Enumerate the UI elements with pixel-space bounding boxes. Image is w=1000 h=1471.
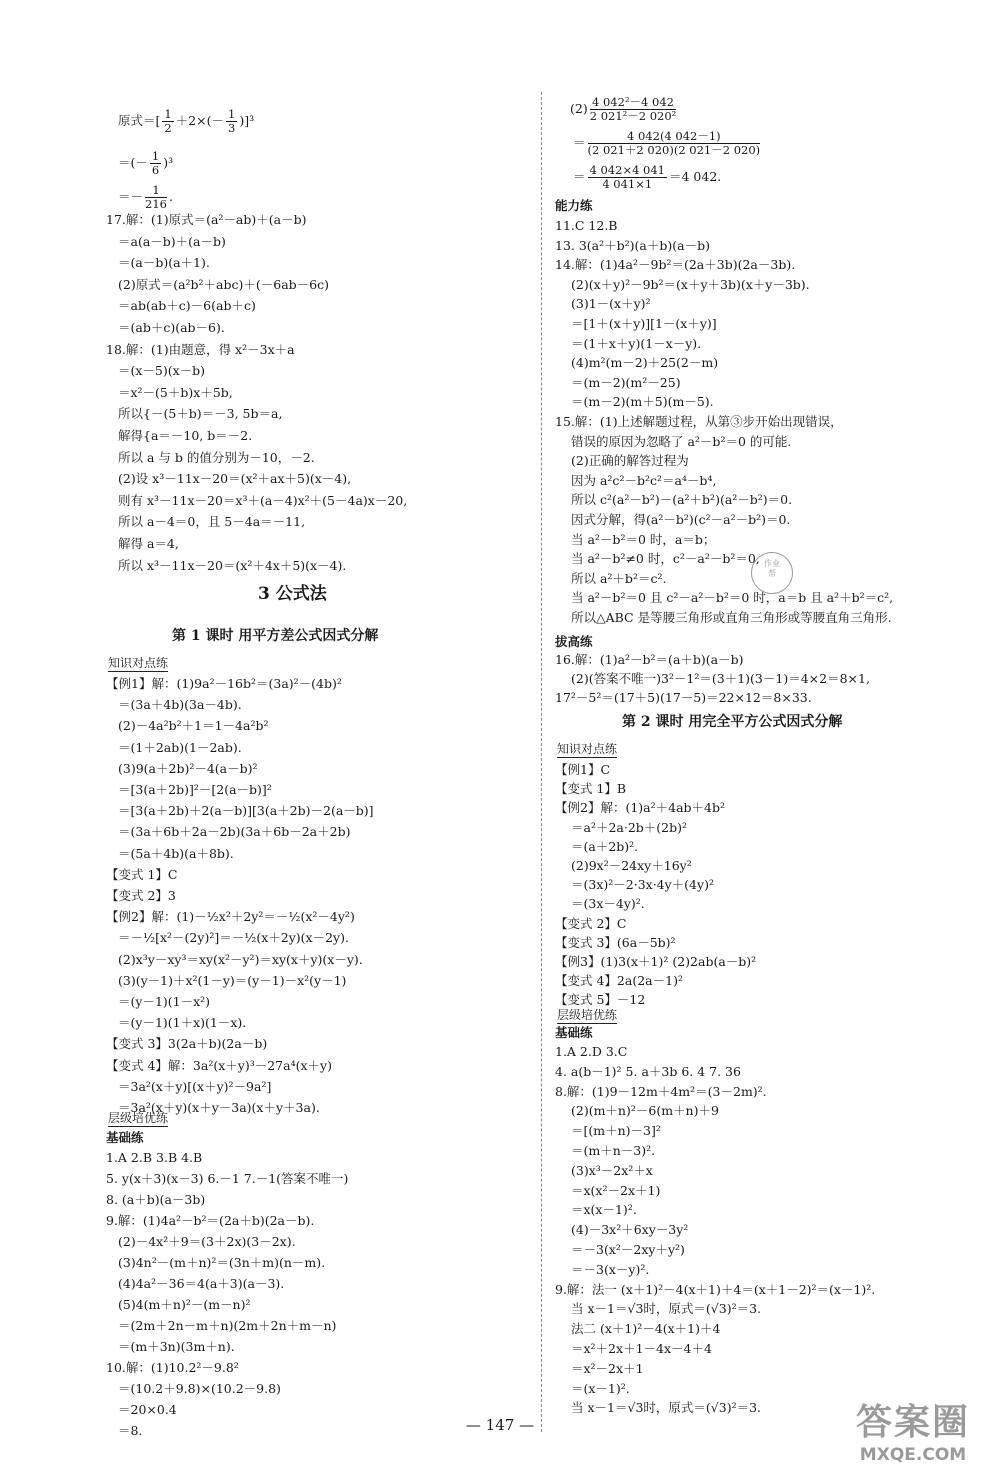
text-line: (4)－3x²＋6xy－3y² <box>571 1222 689 1238</box>
text-line: ＝(1＋x＋y)(1－x－y). <box>571 335 702 351</box>
text-line: ＝[3(a＋2b)＋2(a－b)][3(a＋2b)－2(a－b)] <box>118 803 374 819</box>
text-line: ＝－3(x－y)². <box>571 1261 650 1277</box>
text-line: (3)x³－2x²＋x <box>571 1162 653 1178</box>
text-line: 则有 x³－11x－20＝x³＋(a－4)x²＋(5－4a)x－20, <box>118 492 408 508</box>
section-label-basic: 基础练 <box>555 1025 593 1040</box>
text-line: ＝x²－2x＋1 <box>571 1360 644 1376</box>
text-line: 【变式 4】解：3a²(x＋y)³－27a⁴(x＋y) <box>106 1057 332 1073</box>
fraction: $\frac{4 042(4 042-1)}{(2 021+2 020)(2 021-2 020)}$ <box>587 129 761 157</box>
fraction: $\frac{1}{3}$ <box>228 107 236 135</box>
text-line: ＝(2m＋2n－m＋n)(2m＋2n＋m－n) <box>118 1318 337 1333</box>
text-line: 18.解：(1)由题意，得 x²－3x＋a <box>106 341 295 357</box>
fraction: $\frac{4 042\times 4 041}{4 041\times 1}$ <box>589 163 665 191</box>
stamp-seal: 作业 帮 <box>751 552 793 594</box>
text-line: 【变式 4】2a(2a－1)² <box>555 973 683 989</box>
text-line: ＝x²－(5＋b)x＋5b, <box>118 384 233 400</box>
formula-line: ＝－ $\frac{1}{216}$ . <box>118 183 173 211</box>
text-line: (3)(y－1)＋x²(1－y)＝(y－1)－x²(y－1) <box>118 972 347 988</box>
text-line: ＝[(m＋n)－3]² <box>571 1123 661 1139</box>
text-line: 所以 a 与 b 的值分别为－10，－2. <box>118 449 315 465</box>
lesson-title: 第 2 课时 用完全平方公式因式分解 <box>622 714 843 730</box>
text-line: (2)正确的解答过程为 <box>571 453 689 469</box>
text-line: 14.解：(1)4a²－9b²＝(2a＋3b)(2a－3b). <box>555 257 796 273</box>
section-label-ability: 能力练 <box>555 198 593 213</box>
text-line: ＝a(a－b)＋(a－b) <box>118 233 226 249</box>
text-line: 9.解：法一 (x＋1)²－4(x＋1)＋4＝(x＋1－2)²＝(x－1)². <box>555 1281 876 1297</box>
section-label-knowledge: 知识对点练 <box>108 656 169 670</box>
text-line: 【变式 3】3(2a＋b)(2a－b) <box>106 1036 268 1052</box>
text-line: ＝(a－b)(a＋1). <box>118 255 210 271</box>
text-line: ＝(x－1)². <box>571 1380 630 1396</box>
text-line: 10.解：(1)10.2²－9.8² <box>106 1360 239 1375</box>
text-line: 11.C 12.B <box>555 218 618 233</box>
formula-line: (2) $\frac{\text{4 042²－4 042}}{\text{2 021²－2 020²}}$ <box>570 95 677 123</box>
text-line: 因为 a²c²－b²c²＝a⁴－b⁴, <box>571 472 717 488</box>
section-label-knowledge: 知识对点练 <box>557 742 618 756</box>
text-line: 15.解：(1)上述解题过程，从第③步开始出现错误， <box>555 414 843 429</box>
text-line: 【变式 5】－12 <box>555 992 646 1008</box>
text-line: ＝(5a＋4b)(a＋8b). <box>118 845 234 861</box>
text-line: 解得{a＝－10, b＝－2. <box>118 428 253 443</box>
formula-line: ＝(－ $\frac{1}{6}$ )³ <box>118 149 174 177</box>
text-line: ＝(3a＋6b＋2a－2b)(3a＋6b－2a＋2b) <box>118 824 351 840</box>
text-line: 所以{－(5＋b)＝－3, 5b＝a, <box>118 406 283 422</box>
section-title: 3 公式法 <box>258 584 327 604</box>
text-line: 当 a²－b²＝0 且 c²－a²－b²＝0 时，a＝b 且 a²＋b²＝c², <box>571 590 894 606</box>
text-line: (2)－4x²＋9＝(3＋2x)(3－2x). <box>118 1234 296 1249</box>
text-line: 所以 a－4＝0，且 5－4a＝－11, <box>118 514 306 530</box>
text-line: 9.解：(1)4a²－b²＝(2a＋b)(2a－b). <box>106 1213 315 1228</box>
text-line: (2)(m＋n)²－6(m＋n)＋9 <box>571 1103 719 1119</box>
page-number: — 147 — <box>465 1416 535 1434</box>
watermark-title: 答案圈 <box>855 1402 970 1443</box>
section-label-advanced: 拔高练 <box>555 634 593 649</box>
text-line: ＝(3x－4y)². <box>571 896 645 912</box>
text-line: 13. 3(a²＋b²)(a＋b)(a－b) <box>555 237 710 253</box>
text-line: (2)－4a²b²＋1＝1－4a²b² <box>118 718 269 734</box>
text-line: ＝(m＋3n)(3m＋n). <box>118 1339 235 1354</box>
watermark-logo <box>838 1394 988 1465</box>
watermark-url: MXQE.COM <box>859 1445 967 1465</box>
section-label-layered: 层级培优练 <box>108 1111 169 1125</box>
text-line: ＝(3x)²－2·3x·4y＋(4y)² <box>571 877 714 893</box>
text-line: (3)4n²－(m＋n)²＝(3n＋m)(n－m). <box>118 1255 326 1270</box>
text-line: 当 a²－b²≠0 时，c²－a²－b²＝0, <box>571 551 760 567</box>
text-line: 当 a²－b²＝0 时，a＝b； <box>571 531 716 547</box>
column-divider <box>541 92 542 1432</box>
text-line: 【例1】C <box>555 762 611 777</box>
text-line: 所以 a²＋b²＝c². <box>571 570 667 586</box>
text-line: (3)9(a＋2b)²－4(a－b)² <box>118 760 258 776</box>
text-line: 【例2】解：(1)－½x²＋2y²＝－½(x²－4y²) <box>106 909 355 925</box>
text-line: 4. a(b－1)² 5. a＋3b 6. 4 7. 36 <box>555 1063 741 1079</box>
text-line: ＝(m－2)(m²－25) <box>571 374 681 390</box>
text-line: 解得 a＝4, <box>118 536 179 551</box>
text-line: (5)4(m＋n)²－(m－n)² <box>118 1297 251 1312</box>
text-line: 错误的原因为忽略了 a²－b²＝0 的可能. <box>571 433 792 449</box>
text-line: 【变式 2】C <box>555 915 627 931</box>
text-line: ＝20×0.4 <box>118 1402 177 1417</box>
text-line: 1.A 2.B 3.B 4.B <box>106 1150 203 1165</box>
text-line: 5. y(x＋3)(x－3) 6.－1 7.－1(答案不唯一) <box>106 1171 349 1186</box>
fraction: $\frac{1}{216}$ <box>145 183 167 211</box>
text-line: 所以 x³－11x－20＝(x²＋4x＋5)(x－4). <box>118 557 347 573</box>
text-line: 1.A 2.D 3.C <box>555 1044 628 1059</box>
text-line: ＝(10.2＋9.8)×(10.2－9.8) <box>118 1381 281 1396</box>
text-line: 所以 c²(a²－b²)－(a²＋b²)(a²－b²)＝0. <box>571 492 793 508</box>
text-line: ＝(1＋2ab)(1－2ab). <box>118 739 242 755</box>
text-line: ＝ab(ab＋c)－6(ab＋c) <box>118 298 256 314</box>
text-line: 当 x－1＝√3时，原式＝(√3)²＝3. <box>571 1400 762 1416</box>
text-line: 当 x－1＝√3时，原式＝(√3)²＝3. <box>571 1301 762 1317</box>
text-line: 16.解：(1)a²－b²＝(a＋b)(a－b) <box>555 652 744 667</box>
text-line: ＝3a²(x＋y)(x＋y－3a)(x＋y＋3a). <box>118 1100 320 1115</box>
text-line: ＝(m－2)(m＋5)(m－5). <box>571 394 714 410</box>
text-line: ＝[3(a＋2b)]²－[2(a－b)]² <box>118 782 272 797</box>
text-line: ＝(x－5)(x－b) <box>118 363 206 379</box>
text-line: ＝x(x²－2x＋1) <box>571 1182 661 1198</box>
text-line: 【例2】解：(1)a²＋4ab＋4b² <box>555 800 725 816</box>
text-line: ＝(3a＋4b)(3a－4b). <box>118 697 242 713</box>
text-line: (4)m²(m－2)＋25(2－m) <box>571 355 719 371</box>
fraction: $\frac{1}{6}$ <box>151 149 160 177</box>
text-line: 【例3】(1)3(x＋1)² (2)2ab(a－b)² <box>555 954 757 969</box>
text-line: (2)原式＝(a²b²＋abc)＋(－6ab－6c) <box>118 276 330 292</box>
text-line: ＝(a＋2b)². <box>571 838 639 854</box>
text-line: (2)9x²－24xy＋16y² <box>571 858 692 873</box>
text-line: (3)1－(x＋y)² <box>571 296 651 312</box>
formula-line: ＝ $\frac{4 042\times 4 041}{4 041\times 1}$ ＝4 042. <box>573 163 722 191</box>
fraction: $\frac{1}{2}$ <box>164 107 172 135</box>
text-line: ＝(ab＋c)(ab－6). <box>118 320 225 335</box>
text-line: ＝(m＋n－3)². <box>571 1143 656 1158</box>
formula-line: 原式＝[ $\frac{1}{2}$ ＋2×(－ $\frac{1}{3}$ )]³ <box>118 107 255 135</box>
text-line: ＝x²＋2x＋1－4x－4＋4 <box>571 1341 712 1356</box>
text-line: 【变式 1】B <box>555 781 627 797</box>
text-line: 【变式 3】(6a－5b)² <box>555 934 676 950</box>
text-line: 法二 (x＋1)²－4(x＋1)＋4 <box>571 1321 721 1337</box>
text-line: 17.解：(1)原式＝(a²－ab)＋(a－b) <box>106 212 307 227</box>
text-line: 【变式 2】3 <box>106 888 176 903</box>
text-line: ＝(y－1)(1－x²) <box>118 994 211 1009</box>
section-label-basic: 基础练 <box>106 1130 144 1145</box>
fraction: $\frac{\text{4 042²－4 042}}{\text{2 021²－2 020²}}$ <box>589 95 677 123</box>
text-line: 【例1】解：(1)9a²－16b²＝(3a)²－(4b)² <box>106 676 342 691</box>
text-line: ＝3a²(x＋y)[(x＋y)²－9a²] <box>118 1078 272 1094</box>
text-line: ＝x(x－1)². <box>571 1202 637 1218</box>
text-line: 因式分解，得(a²－b²)(c²－a²－b²)＝0. <box>571 512 791 527</box>
section-label-layered: 层级培优练 <box>557 1008 618 1022</box>
formula-line: ＝ $\frac{4 042(4 042-1)}{(2 021+2 020)(2 021-2 020)}$ <box>573 129 761 157</box>
text-line: 【变式 1】C <box>106 866 178 882</box>
text-line: ＝8. <box>118 1423 143 1438</box>
lesson-title: 第 1 课时 用平方差公式因式分解 <box>172 628 379 644</box>
text-line: (4)4a²－36＝4(a＋3)(a－3). <box>118 1276 285 1291</box>
text-line: ＝a²＋2a·2b＋(2b)² <box>571 819 688 835</box>
text-line: 所以△ABC 是等腰三角形或直角三角形或等腰直角三角形. <box>571 610 892 625</box>
text-line: 17²－5²＝(17＋5)(17－5)＝22×12＝8×33. <box>555 690 812 705</box>
text-line: ＝[1＋(x＋y)][1－(x＋y)] <box>571 316 717 331</box>
text-line: 8.解：(1)9－12m＋4m²＝(3－2m)². <box>555 1083 767 1099</box>
text-line: ＝(y－1)(1＋x)(1－x). <box>118 1015 247 1031</box>
text-line: (2)x³y－xy³＝xy(x²－y²)＝xy(x＋y)(x－y). <box>118 951 363 967</box>
text-line: (2)(答案不唯一)3²－1²＝(3＋1)(3－1)＝4×2＝8×1, <box>571 671 870 686</box>
text-line: (2)设 x³－11x－20＝(x²＋ax＋5)(x－4), <box>118 471 352 487</box>
text-line: 8. (a＋b)(a－3b) <box>106 1192 206 1207</box>
text-line: ＝－½[x²－(2y)²]＝－½(x＋2y)(x－2y). <box>118 930 349 946</box>
text-line: ＝－3(x²－2xy＋y²) <box>571 1242 685 1257</box>
text-line: (2)(x＋y)²－9b²＝(x＋y＋3b)(x＋y－3b). <box>571 276 810 292</box>
